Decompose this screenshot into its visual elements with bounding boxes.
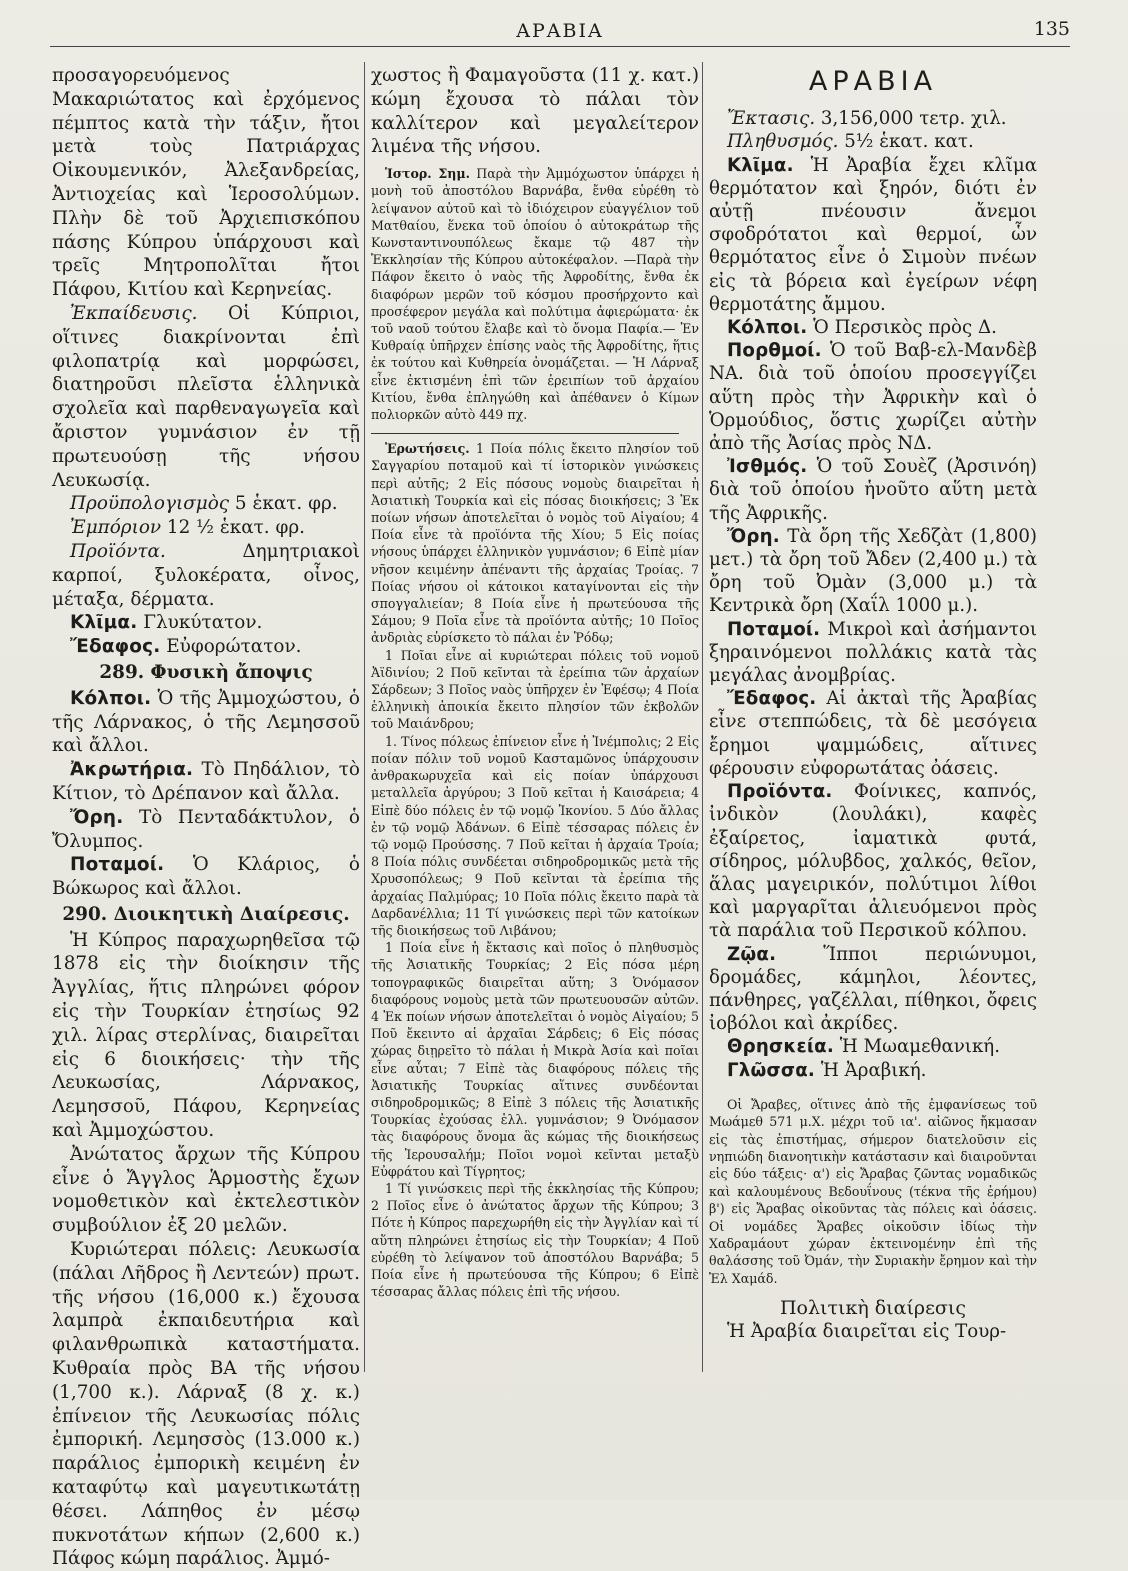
climate-text: Ἡ Ἀραβία ἔχει κλῖμα θερμότατον καὶ ξηρόν, διότι ἐν αὐτῇ πνέουσιν ἄνεμοι σφοδρότατοι καὶ θερμοί, ὧν θερμότατος εἶνε ὁ Σιμοὺν πνέων εἰς τὰ βόρεια καὶ ἐγείρων νέφη θερμοτάτης ἄμμου. [709,154,1037,315]
gulfs-label: Κόλποι. [727,317,808,339]
historical-note [371,165,699,423]
mountains-text: Τὰ ὄρη τῆς Χεδζὰτ (1,800) μετ.) τὰ ὄρη τοῦ Ἄδεν (2,400 μ.) τὰ ὄρη τοῦ Ὀμὰν (3,000 μ.) τὰ Κεντρικὰ ὄρη (Χαΐλ 1000 μ.). [709,525,1037,617]
questions-divider [371,433,679,434]
isthmus-paragraph [709,455,1037,525]
continued-paragraph: χωστος ἢ Φαμαγοῦστα (11 χ. κατ.) κώμη ἔχουσα τὸ πάλαι τὸν καλλίτερον καὶ μεγαλείτερον λιμένα τῆς νήσου. [371,65,699,158]
population-line [709,130,1037,153]
education-text: Οἱ Κύπριοι, οἵτινες διακρίνονται ἐπὶ φιλοπατρίᾳ καὶ μορφώσει, διατηροῦσι πλεῖστα ἑλληνικὰ σχολεῖα καὶ παρθεναγωγεῖα καὶ ἄριστον γυμνάσιον ἐν τῇ πρωτευούσῃ τῆς νήσου Λευκωσίᾳ. [52,302,360,491]
animals-text: Ἵπποι περιώνυμοι, δρομάδες, κάμηλοι, λέοντες, πάνθηρες, γαζέλλαι, πίθηκοι, ὄφεις ἰοβόλοι καὶ ἀκρίδες. [709,943,1037,1035]
running-title: ΑΡΑΒΙΑ [516,20,604,42]
political-division-text: Ἡ Ἀραβία διαιρεῖται εἰς Τουρ- [727,1321,1007,1343]
religion-text: Ἡ Μωαμεθανική. [833,1036,1000,1058]
animals-label: Ζῷα. [727,943,777,965]
questions-group-1-text: 1 Ποία πόλις ἔκειτο πλησίον τοῦ Σαγγαρίου ποταμοῦ καὶ τί ἱστορικὸν γινώσκεις περὶ αὐτῆς; 2 Εἰς πόσους νομοὺς διαιρεῖται ἡ Ἀσιατικὴ Τουρκία καὶ εἰς πόσας διοικήσεις; 3 Ἐκ ποίων νήσων ἀποτελεῖται ὁ νομὸς τοῦ Αἰγαίου; 4 Ποία εἶνε τὰ προϊόντα τῆς Χίου; 5 Εἰς ποίας νήσους ὑπάρχει ἑλληνικὸν γυμνάσιον; 6 Εἰπὲ μίαν νῆσον κειμένην ἀπέναντι τῆς ἀρχαίας Τροίας. 7 Ποίας νήσου οἱ κάτοικοι καταγίνονται εἰς τὴν σπογγαλιείαν; 8 Ποία εἶνε ἡ πρωτεύουσα τῆς Σάμου; 9 Ποῖα εἶνε τὰ προϊόντα αὐτῆς; 10 Ποῖος ἀνδριὰς εὑρίσκετο τὸ πάλαι ἐν Ῥόδῳ; [371,441,699,646]
mountains-label: Ὄρη. [70,806,124,828]
products-label: Προϊόντα. [727,781,833,803]
questions-group-2: 1 Ποῖαι εἶνε αἱ κυριώτεραι πόλεις τοῦ νομοῦ Ἀϊδινίου; 2 Ποῦ κεῖνται τὰ ἐρείπια τῶν ἀρχαίων Σάρδεων; 3 Ποῖος ναὸς ὑπῆρχεν ἐν Ἐφέσῳ; 4 Ποία ἑλληνικὴ ἀποικία ἔκειτο πλησίον τῶν ἐκβολῶν τοῦ Μαιάνδρου; [371,647,699,732]
animals-paragraph [709,943,1037,1036]
mountains-text: Τὸ Πενταδάκτυλον, ὁ Ὄλυμπος. [52,806,360,852]
products-paragraph [709,780,1037,942]
trade-label: Ἐμπόριον [70,517,162,539]
mountains-paragraph [52,806,360,854]
climate-label: Κλῖμα. [70,612,138,634]
admin-paragraph-2: Ἀνώτατος ἄρχων τῆς Κύπρου εἶνε ὁ Ἄγγλος Ἁρμοστὴς ἔχων νομοθετικὸν καὶ ἐκτελεστικὸν συμβούλιον ἐξ 20 μελῶν. [52,1143,360,1237]
rivers-paragraph [52,853,360,901]
page-number: 135 [1033,18,1070,40]
rivers-label: Ποταμοί. [70,854,165,876]
section-heading-289: 289. Φυσικὴ ἄποψις [99,661,313,683]
religion-line [709,1035,1037,1058]
trade-text: 12 ½ ἑκατ. φρ. [161,517,306,539]
chapter-title: ΑΡΑΒΙΑ [808,66,938,97]
questions-group-5: 1 Τί γινώσκεις περὶ τῆς ἐκκλησίας τῆς Κύπρου; 2 Ποῖος εἶνε ὁ ἀνώτατος ἄρχων τῆς Κύπρου; 3 Πότε ἡ Κύπρος παρεχωρήθη εἰς τὴν Ἀγγλίαν καὶ τί αὕτη πληρώνει ἐτησίως εἰς τὴν Τουρκίαν; 4 Ποῦ εὑρέθη τὸ λείψανον τοῦ ἀποστόλου Βαρνάβα; 5 Ποία εἶνε ἡ πρωτεύουσα τῆς Κύπρου; 6 Εἰπὲ τέσσαρας ἄλλας πόλεις ἐπὶ τῆς νήσου. [371,1180,699,1300]
arabs-note-text: Οἱ Ἄραβες, οἵτινες ἀπὸ τῆς ἐμφανίσεως τοῦ Μωάμεθ 571 μ.Χ. μέχρι τοῦ ια'. αἰῶνος ἤκμασαν εἰς τὰς ἐπιστήμας, σήμερον διατελοῦσιν εἰς νηπιώδη διανοητικὴν κατάστασιν καὶ διαιροῦνται εἰς δύο τάξεις· α') εἰς Ἄραβας ζῶντας νομαδικῶς καὶ καλουμένους Βεδουΐνους (τέκνα τῆς ἐρήμου) β') εἰς Ἄραβας οἰκοῦντας τὰς πόλεις καὶ ὀάσεις. Οἱ νομάδες Ἄραβες οἰκοῦσιν ἰδίως τὴν Χαδραμάουτ χώραν ἐκτεινομένην ἐπὶ τῆς θαλάσσης τοῦ Ὀμάν, τὴν Συριακὴν ἔρημον καὶ τὴν Ἐλ Χαμάδ. [709,1096,1037,1286]
gulfs-label: Κόλποι. [70,687,152,709]
climate-text: Γλυκύτατον. [137,612,263,634]
isthmus-label: Ἰσθμός. [727,456,808,478]
population-text: 5½ ἑκατ. κατ. [838,131,974,153]
column-rule-right [702,62,703,1372]
products-paragraph [52,540,360,611]
historical-note-body: Παρὰ τὴν Ἀμμόχωστον ὑπάρχει ἡ μονὴ τοῦ ἀποστόλου Βαρνάβα, ἔνθα εὑρέθη τὸ λείψανον αὐτοῦ καὶ τὸ ἰδιόχειρον εὐαγγέλιον τοῦ Ματθαίου, ἕνεκα τοῦ ὁποίου ὁ αὐτοκράτωρ τῆς Κωνσταντινουπόλεως ἔκαμε τῷ 487 τὴν Ἐκκλησίαν τῆς Κύπρου αὐτοκέφαλον. —Παρὰ τὴν Πάφον ἔκειτο ὁ ναὸς τῆς Ἀφροδίτης, ἔνθα ἐκ διαφόρων μερῶν τοῦ κόσμου προσήρχοντο καὶ προσέφερον μεγάλα καὶ πολύτιμα ἀφιερώματα· ἐκ τοῦ ναοῦ τούτου ἔλαβε καὶ τὸ ὄνομα Παφία.— Ἐν Κυθραίᾳ ὑπῆρχεν ἐπίσης ναὸς τῆς Ἀφροδίτης, ἥτις ἐκ τούτου καὶ Κυθηρεία ὀνομάζεται. — Ἡ Λάρναξ εἶνε ἐκτισμένη ἐπὶ τῶν ἐρειπίων τοῦ ἀρχαίου Κιτίου, ἔνθα ἐπληγώθη καὶ ἀπέθανεν ὁ Κίμων πολιορκῶν αὐτὸ 449 πχ. [371,166,699,423]
gulfs-text: Ὁ τῆς Ἀμμοχώστου, ὁ τῆς Λάρνακος, ὁ τῆς Λεμησσοῦ καὶ ἄλλοι. [52,687,360,757]
isthmus-text: Ὁ τοῦ Σουὲζ (Ἀρσινόη) διὰ τοῦ ὁποίου ἡνοῦτο αὕτη μετὰ τῆς Ἀφρικῆς. [709,456,1037,524]
education-label: Ἐκπαίδευσις. [70,302,198,324]
questions-group-4: 1 Ποία εἶνε ἡ ἔκτασις καὶ ποῖος ὁ πληθυσμὸς τῆς Ἀσιατικῆς Τουρκίας; 2 Εἰς πόσα μέρη τοπογραφικῶς διαιρεῖται αὕτη; 3 Ὀνόμασον διαφόρους νομοὺς μετὰ τῶν πρωτευουσῶν αὐτῶν. 4 Ἐκ ποίων νήσων ἀποτελεῖται ὁ νομὸς Αἰγαίου; 5 Ποῦ ἔκειντο αἱ ἀρχαῖαι Σάρδεις; 6 Εἰς πόσας χώρας διῃρεῖτο τὸ πάλαι ἡ Μικρὰ Ἀσία καὶ ποῖαι εἶνε αὗται; 7 Εἰπὲ τὰς διαφόρους πόλεις τῆς Ἀσιατικῆς Τουρκίας αἵτινες συνδέονται σιδηροδρομικῶς; 8 Εἰπὲ 3 πόλεις τῆς Ἀσιατικῆς Τουρκίας ἐχούσας ἑλλ. γυμνάσιον; 9 Ὀνόμασον τὰς διαφόρους ὄνομα ἃς κώμας τῆς διοικήσεως τῆς Ἱερουσαλήμ; Ποῖοι νομοὶ κεῖνται μεταξὺ Εὐφράτου καὶ Τίγρητος; [371,940,699,1179]
budget-label: Προϋπολογισμὸς [70,493,230,515]
climate-paragraph [709,154,1037,316]
straits-paragraph [709,339,1037,455]
questions-group-3: 1. Τίνος πόλεως ἐπίνειον εἶνε ἡ Ἰνέμπολις; 2 Εἰς ποίαν πόλιν τοῦ νομοῦ Κασταμῶνος ὑπάρχουσιν ἀνθρακωρυχεῖα καὶ εἰς ποίαν ὑπάρχουσι μεταλλεῖα ἀργύρου; 3 Ποῦ κεῖται ἡ Καισάρεια; 4 Εἰπὲ δύο πόλεις ἐν τῷ νομῷ Ἰκονίου. 5 Δύο ἄλλας ἐν τῷ νομῷ Ἀδάνων. 6 Εἰπὲ τέσσαρας πόλεις ἐν τῷ νομῷ Προύσσης. 7 Ποῦ κεῖται ἡ ἀρχαία Τροία; 8 Ποία πόλις συνδέεται σιδηροδρομικῶς μετὰ τῆς Χρυσοπόλεως; 9 Ποῦ κεῖνται τὰ ἐρείπια τῆς ἀρχαίας Παλμύρας; 10 Ποῖα πόλις ἔκειτο παρὰ τὰ Δαρδανέλλια; 11 Τί γινώσκεις περὶ τῶν κατοίκων τῆς διοικήσεως τοῦ Λιβάνου; [371,733,699,938]
climate-label: Κλῖμα. [727,154,794,176]
religion-label: Θρησκεία. [727,1036,834,1058]
straits-text: Ὁ τοῦ Βαβ-ελ-Μανδὲβ ΝΑ. διὰ τοῦ ὁποίου προσεγγίζει αὕτη πρὸς τὴν Ἀφρικὴν καὶ ὁ Ὁρμούδιος, ὅστις χωρίζει αὐτὴν ἀπὸ τῆς Ἀσίας πρὸς ΝΔ. [709,340,1037,455]
rivers-paragraph [709,618,1037,688]
climate-line [52,611,360,635]
column-right [709,64,1037,1344]
paragraph: προσαγορευόμενος Μακαριώτατος καὶ ἐρχόμενος πέμπτος κατὰ τὴν τάξιν, ἤτοι μετὰ τοὺς Πατριάρχας Οἰκουμενικόν, Ἀλεξανδρείας, Ἀντιοχείας καὶ Ἱεροσολύμων. Πλὴν δὲ τοῦ Ἀρχιεπισκόπου πάσης Κύπρου ὑπάρχουσι καὶ τρεῖς Μητροπολῖται ἤτοι Πάφου, Κιτίου καὶ Κερηνείας. [52,65,360,301]
soil-text: Αἱ ἀκταὶ τῆς Ἀραβίας εἶνε στεππώδεις, τὰ δὲ μεσόγεια ἔρημοι ψαμμώδεις, αἵτινες φέρουσιν εὐφορωτάτας ὀάσεις. [709,688,1037,779]
products-text: Δημητριακοὶ καρποί, ξυλοκέρατα, οἶνος, μέταξα, δέρματα. [52,540,360,610]
column-left [52,64,360,1571]
population-label: Πληθυσμός. [727,131,839,153]
capes-text: Τὸ Πηδάλιον, τὸ Κίτιον, τὸ Δρέπανον καὶ ἄλλα. [52,759,360,804]
column-middle [371,64,699,1300]
soil-text: Εὐφορώτατον. [160,636,302,658]
education-paragraph [52,302,360,492]
gulfs-line [709,316,1037,339]
admin-paragraph-1: Ἡ Κύπρος παραχωρηθεῖσα τῷ 1878 εἰς τὴν διοίκησιν τῆς Ἀγγλίας, ἥτις πληρώνει φόρον εἰς τὴν Τουρκίαν ἐτησίως 92 χιλ. λίρας στερλίνας, διαιρεῖται εἰς 6 διοικήσεις· τὴν τῆς Λευκωσίας, Λάρνακος, Λεμησσοῦ, Πάφου, Κερηνείας καὶ Ἀμμοχώστου. [52,929,360,1142]
area-text: 3,156,000 τετρ. χιλ. [815,108,1007,130]
historical-note-label: Ἱστορ. Σημ. [385,166,470,182]
mountains-label: Ὄρη. [727,525,780,547]
trade-line [52,516,360,540]
rivers-text: Μικροὶ καὶ ἀσήμαντοι ξηραινόμενοι πολλάκις κατὰ τὰς μεγάλας ἀνομβρίας. [709,618,1037,687]
gulfs-text: Ὁ Περσικὸς πρὸς Δ. [807,317,997,339]
mountains-paragraph [709,525,1037,618]
products-label: Προϊόντα. [70,540,166,562]
area-label: Ἔκτασις. [727,108,816,130]
historical-note-text [371,165,699,423]
capes-label: Ἀκρωτήρια. [70,759,194,781]
political-division-heading: Πολιτικὴ διαίρεσις [779,1297,966,1320]
rivers-label: Ποταμοί. [727,618,821,640]
language-label: Γλῶσσα. [727,1059,816,1081]
products-text: Φοίνικες, καπνός, ἰνδικὸν (λουλάκι), καφὲς ἐξαίρετος, ἰαματικὰ φυτά, σίδηρος, μόλυβδος, χαλκός, θεῖον, ἅλας μαγειρικόν, πολύτιμοι λίθοι καὶ μαργαρῖται ἁλιευόμενοι πρὸς τὰ παράλια τοῦ Περσικοῦ κόλπου. [709,781,1037,942]
straits-label: Πορθμοί. [727,340,822,362]
gulfs-paragraph [52,687,360,758]
column-rule-left [364,62,365,1372]
questions-block [371,440,699,1300]
questions-label: Ἐρωτήσεις. [385,441,470,457]
budget-line [52,492,360,516]
area-line [709,107,1037,130]
budget-text: 5 ἑκατ. φρ. [229,493,338,515]
questions-group-1 [371,440,699,646]
soil-line [52,635,360,659]
running-header [50,18,1070,44]
soil-paragraph [709,687,1037,780]
section-heading-290: 290. Διοικητικὴ Διαίρεσις. [62,903,350,925]
arabs-note [709,1096,1037,1287]
header-rule [50,46,1070,47]
cities-paragraph: Κυριώτεραι πόλεις: Λευκωσία (πάλαι Λῆδρος ἢ Λεντεών) πρωτ. τῆς νήσου (16,000 κ.) ἔχουσα λαμπρὰ ἐκπαιδευτήρια καὶ φιλανθρωπικὰ καταστήματα. Κυθραία πρὸς ΒΑ τῆς νήσου (1,700 κ.). Λάρναξ (8 χ. κ.) ἐπίνειον τῆς Λευκωσίας πόλις ἐμπορική. Λεμησσὸς (13.000 κ.) παράλιος ἐμπορικὴ κειμένη ἐν καταφύτῳ καὶ μαγευτικωτάτῃ θέσει. Λάπηθος ἐν μέσῳ πυκνοτάτων κήπων (2,600 κ.) Πάφος κώμη παράλιος. Ἀμμό- [52,1239,360,1570]
language-text: Ἡ Ἀραβική. [815,1059,927,1081]
capes-paragraph [52,758,360,806]
rivers-text: Ὁ Κλάριος, ὁ Βώκωρος καὶ ἄλλοι. [52,854,360,900]
soil-label: Ἔδαφος. [727,688,817,710]
soil-label: Ἔδαφος. [70,636,161,658]
language-line [709,1059,1037,1082]
